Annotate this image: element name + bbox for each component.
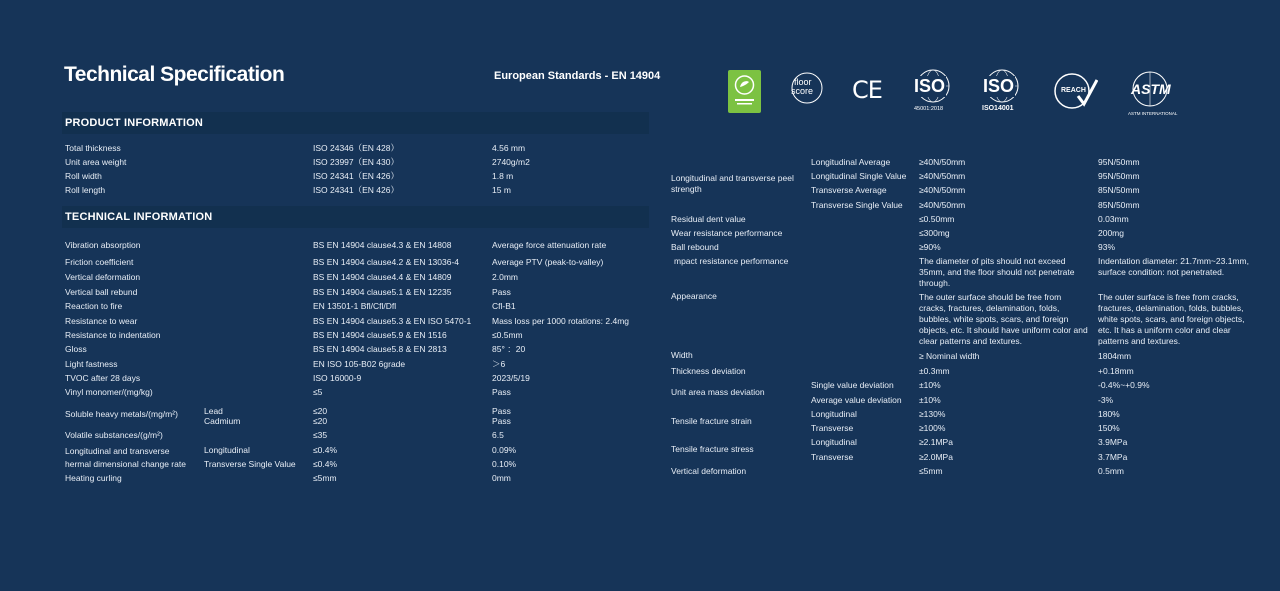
row-requirement: ≥40N/50mm [919,185,966,195]
astm-logo [1124,70,1176,118]
peel-strength-name: Longitudinal and transverse peel strength [671,173,794,194]
row-name: Appearance [671,291,717,301]
row-value: 150% [1098,423,1120,433]
row-name: Vibration absorption [65,240,141,250]
row-value: 180% [1098,409,1120,419]
row-name: Longitudinal and transverse [65,446,170,456]
row-standard: BS EN 14904 clause5.1 & EN 12235 [313,287,452,297]
row-subitem: Transverse [811,423,854,433]
row-name: Roll width [65,171,102,181]
row-name: Volatile substances/(g/m²) [65,430,163,440]
row-value: 85N/50mm [1098,185,1140,195]
astm-text: ASTM [1131,81,1171,97]
row-standard: BS EN 14904 clause5.3 & EN ISO 5470-1 [313,316,472,326]
row-standard: BS EN 14904 clause5.9 & EN 1516 [313,330,447,340]
row-value: 95N/50mm [1098,157,1140,167]
row-value: 3.9MPa [1098,437,1128,447]
row-standard: ≤5mm [313,473,337,483]
row-name: Light fastness [65,359,118,369]
row-requirement: ≤0.50mm [919,214,955,224]
row-name: Vertical ball rebund [65,287,138,297]
standard-subtitle: European Standards - EN 14904 [494,70,661,82]
floorscore-text-2: score [791,86,814,96]
mass-deviation-name: Unit area mass deviation [671,387,765,397]
floorscore-text-1: floor [794,77,812,87]
row-value: 200mg [1098,228,1124,238]
row-name: Wear resistance performance [671,228,783,238]
row-standard: ISO 24346（EN 428） [313,143,399,153]
row-value: 85° ：20 [492,344,526,354]
eco-leaf-logo [728,70,761,113]
row-value: +0.18mm [1098,366,1134,376]
row-value: 0mm [492,473,511,483]
row-name: Vinyl monomer/(mg/kg) [65,387,153,397]
row-standard: BS EN 14904 clause4.2 & EN 13036-4 [313,257,460,267]
product-info-heading: PRODUCT INFORMATION [62,112,649,134]
iso-14001-sub: ISO14001 [982,105,1014,112]
row-subitem: Longitudinal [811,437,857,447]
row-requirement: The outer surface should be free from cracks, fractures, delamination, folds, bubbles, white spots, scars, and foreign objects, etc. It should have uniform color and clear patterns and textures. [919,292,1088,346]
row-value: Average force attenuation rate [492,240,607,250]
row-value: Cfl-B1 [492,301,516,311]
row-value: Pass [492,387,511,397]
row-value: 0.03mm [1098,214,1129,224]
row-name: Friction coefficient [65,257,134,267]
strain-name: Tensile fracture strain [671,416,752,426]
ce-mark-logo: CE [852,76,882,104]
row-requirement: ±0.3mm [919,366,950,376]
row-requirement: ±10% [919,395,941,405]
row-subitem: Longitudinal Single Value [811,171,907,181]
row-name: Residual dent value [671,214,746,224]
row-name: Width [671,350,693,360]
row-standard: ISO 16000-9 [313,373,362,383]
row-requirement: ≤5mm [919,466,943,476]
row-value: 15 m [492,185,511,195]
row-standard: ≤0.4% [313,459,338,469]
row-value: ＞6 [492,359,506,369]
row-name: Reaction to fire [65,301,123,311]
row-name: mpact resistance performance [674,256,789,266]
row-standard: BS EN 14904 clause4.4 & EN 14809 [313,272,452,282]
row-standard: ≤35 [313,430,328,440]
row-name: Resistance to indentation [65,330,161,340]
reach-logo [1052,70,1098,112]
iso-45001-text: ISO [914,76,946,96]
row-subitem: Longitudinal Average [811,157,891,167]
row-subitem: Average value deviation [811,395,902,405]
row-value: 0.10% [492,459,517,469]
reach-text: REACH [1061,87,1086,94]
row-name: Soluble heavy metals/(mg/m²) [65,409,178,419]
page-title: Technical Specification [64,63,285,86]
row-name: Total thickness [65,143,121,153]
row-value: 0.09% [492,445,517,455]
row-subitem: Transverse Single Value [811,200,903,210]
row-value: 6.5 [492,430,504,440]
row-standard: EN ISO 105-B02 6grade [313,359,406,369]
row-name: TVOC after 28 days [65,373,141,383]
row-requirement: ≥2.0MPa [919,452,953,462]
iso-14001-text: ISO [983,76,1015,96]
row-value: Average PTV (peak-to-valley) [492,257,604,267]
row-value: Pass [492,406,511,416]
iso-45001-sub: 45001:2018 [914,106,944,112]
technical-info-heading: TECHNICAL INFORMATION [62,206,649,228]
row-value: Pass [492,287,511,297]
row-subitem: Transverse Average [811,185,887,195]
row-value: 2.0mm [492,272,518,282]
row-subitem: Longitudinal [811,409,857,419]
row-value: 2023/5/19 [492,373,530,383]
row-requirement: ≥130% [919,409,946,419]
row-value: 95N/50mm [1098,171,1140,181]
row-name: Gloss [65,344,87,354]
row-value: 85N/50mm [1098,200,1140,210]
row-name: Heating curling [65,473,122,483]
row-value: 0.5mm [1098,466,1124,476]
row-requirement: The diameter of pits should not exceed 35mm, and the floor should not penetrate through. [919,256,1075,288]
row-value: 1804mm [1098,351,1132,361]
row-value: Indentation diameter: 21.7mm~23.1mm, surface condition: not penetrated. [1098,256,1249,277]
row-value: Mass loss per 1000 rotations: 2.4mg [492,316,630,326]
row-standard: BS EN 14904 clause5.8 & EN 2813 [313,344,447,354]
row-name: Ball rebound [671,242,719,252]
stress-name: Tensile fracture stress [671,444,754,454]
row-value: -0.4%~+0.9% [1098,380,1150,390]
row-name: Vertical deformation [65,272,141,282]
row-standard: ≤20 [313,416,328,426]
row-subitem: Lead [204,406,223,416]
row-subitem: Transverse [811,452,854,462]
row-requirement: ≥40N/50mm [919,171,966,181]
row-value: The outer surface is free from cracks, fractures, delamination, folds, bubbles, white spots, scars, and foreign objects, etc. It has a uniform color and clear patterns and textures. [1098,292,1245,346]
row-requirement: ≥90% [919,242,941,252]
row-requirement: ≥100% [919,423,946,433]
astm-sub: ASTM INTERNATIONAL [1128,111,1178,116]
row-name: Unit area weight [65,157,127,167]
row-requirement: ≥ Nominal width [919,351,980,361]
row-value: 3.7MPa [1098,452,1128,462]
row-value: Pass [492,416,511,426]
row-standard: ISO 23997（EN 430） [313,157,399,167]
iso-45001-logo [910,68,956,116]
row-requirement: ≤300mg [919,228,950,238]
row-name: hermal dimensional change rate [65,459,186,469]
row-name: Vertical deformation [671,466,747,476]
row-name: Roll length [65,185,106,195]
row-requirement: ≥40N/50mm [919,157,966,167]
row-value: 4.56 mm [492,143,526,153]
row-requirement: ≥2.1MPa [919,437,953,447]
row-subitem: Single value deviation [811,380,894,390]
row-requirement: ±10% [919,380,941,390]
row-subitem: Cadmium [204,416,241,426]
row-name: Thickness deviation [671,366,746,376]
row-standard: EN 13501-1 Bfl/Cfl/Dfl [313,301,397,311]
iso-14001-logo [979,68,1025,116]
row-name: Resistance to wear [65,316,138,326]
row-value: 93% [1098,242,1116,252]
row-standard: ≤0.4% [313,445,338,455]
row-standard: ISO 24341（EN 426） [313,171,399,181]
row-value: 2740g/m2 [492,157,530,167]
row-value: 1.8 m [492,171,514,181]
row-standard: ≤5 [313,387,323,397]
row-requirement: ≥40N/50mm [919,200,966,210]
row-standard: BS EN 14904 clause4.3 & EN 14808 [313,240,452,250]
row-subitem: Transverse Single Value [204,459,296,469]
row-value: -3% [1098,395,1114,405]
row-subitem: Longitudinal [204,445,250,455]
floorscore-logo [786,70,828,112]
row-standard: ≤20 [313,406,328,416]
row-value: ≤0.5mm [492,330,523,340]
row-standard: ISO 24341（EN 426） [313,185,399,195]
